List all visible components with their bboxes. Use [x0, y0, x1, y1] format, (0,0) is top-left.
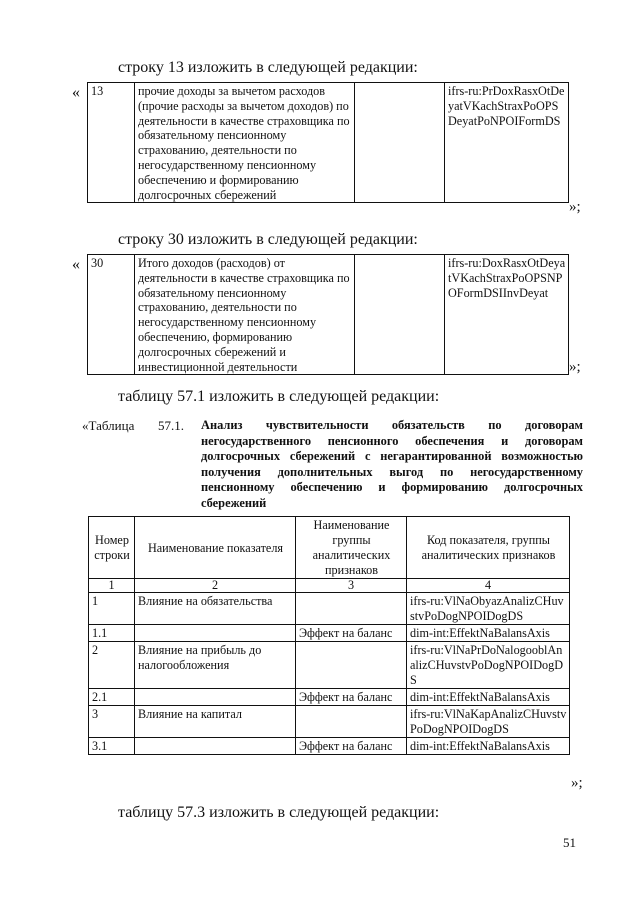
row-number: 1 [89, 593, 135, 625]
column-number: 3 [296, 579, 407, 593]
row-number: 1.1 [89, 625, 135, 642]
sensitivity-table [88, 516, 570, 755]
row-group: Эффект на баланс [296, 689, 407, 706]
row-name [135, 689, 296, 706]
row-name: прочие доходы за вычетом расходов (прочие расходы за вычетом доходов) по деятельности в качестве страховщика по обязательному пенсионному страхованию, деятельности по негосударственному пенсионному обеспечению и формированию долгосрочных сбережений [135, 83, 355, 203]
table-row [88, 255, 569, 375]
row-13-table [87, 82, 569, 203]
row-number: 30 [88, 255, 135, 375]
row-group [355, 255, 445, 375]
row-number: 3.1 [89, 738, 135, 755]
row-code: ifrs-ru:VlNaObyazAnalizCHuvstvPoDogNPOIDogDS [407, 593, 570, 625]
header-row-number: Номер строки [89, 517, 135, 579]
section-heading-row-13: строку 13 изложить в следующей редакции: [118, 59, 418, 76]
row-name: Влияние на прибыль до налогообложения [135, 642, 296, 689]
page-number: 51 [563, 835, 576, 850]
row-group [296, 706, 407, 738]
column-numbers-row [89, 579, 570, 593]
opening-quote: « [72, 84, 80, 101]
row-code: ifrs-ru:VlNaKapAnalizCHuvstvPoDogNPOIDogDS [407, 706, 570, 738]
table-row [88, 83, 569, 203]
row-code: ifrs-ru:VlNaPrDoNalogooblAnalizCHuvstvPoDogNPOIDogDS [407, 642, 570, 689]
section-heading-table-57-3: таблицу 57.3 изложить в следующей редакции: [118, 804, 440, 821]
row-group: Эффект на баланс [296, 625, 407, 642]
section-heading-row-30: строку 30 изложить в следующей редакции: [118, 231, 418, 248]
table-header-row [89, 517, 570, 579]
column-number: 4 [407, 579, 570, 593]
row-code: dim-int:EffektNaBalansAxis [407, 738, 570, 755]
header-indicator-name: Наименование показателя [135, 517, 296, 579]
row-group: Эффект на баланс [296, 738, 407, 755]
opening-quote: « [72, 256, 80, 273]
row-name: Итого доходов (расходов) от деятельности в качестве страховщика по обязательному пенсионному страхованию, деятельности по негосударственному пенсионному обеспечению, формированию долгосрочных сбережений и инвестиционной деятельности [135, 255, 355, 375]
row-name [135, 625, 296, 642]
row-code: dim-int:EffektNaBalansAxis [407, 689, 570, 706]
row-group [355, 83, 445, 203]
table-row [89, 593, 570, 625]
row-code: dim-int:EffektNaBalansAxis [407, 625, 570, 642]
row-code: ifrs-ru:PrDoxRasxOtDeyatVKachStraxPoOPSDeyatPoNPOIFormDS [445, 83, 569, 203]
row-number: 2 [89, 642, 135, 689]
row-30-table [87, 254, 569, 375]
header-group-name: Наименование группы аналитических признаков [296, 517, 407, 579]
closing-quote: »; [569, 199, 581, 215]
table-row [89, 625, 570, 642]
row-number: 2.1 [89, 689, 135, 706]
row-number: 13 [88, 83, 135, 203]
row-name: Влияние на обязательства [135, 593, 296, 625]
header-code: Код показателя, группы аналитических признаков [407, 517, 570, 579]
table-caption: Анализ чувствительности обязательств по договорам негосударственного пенсионного обеспечения и договорам долгосрочных сбережений с негарантированной возможностью получения дополнительных выгод по негосударственному пенсионному обеспечению и формированию долгосрочных сбережений [201, 418, 583, 510]
row-group [296, 593, 407, 625]
section-heading-table-57-1: таблицу 57.1 изложить в следующей редакции: [118, 388, 440, 405]
closing-quote: »; [571, 775, 583, 791]
table-row [89, 642, 570, 689]
caption-number: 57.1. [158, 418, 184, 433]
row-name: Влияние на капитал [135, 706, 296, 738]
column-number: 1 [89, 579, 135, 593]
table-row [89, 738, 570, 755]
column-number: 2 [135, 579, 296, 593]
row-code: ifrs-ru:DoxRasxOtDeyatVKachStraxPoOPSNPOFormDSIInvDeyat [445, 255, 569, 375]
caption-word: «Таблица [82, 418, 135, 433]
row-group [296, 642, 407, 689]
row-name [135, 738, 296, 755]
table-row [89, 706, 570, 738]
closing-quote: »; [569, 359, 581, 375]
table-row [89, 689, 570, 706]
row-number: 3 [89, 706, 135, 738]
